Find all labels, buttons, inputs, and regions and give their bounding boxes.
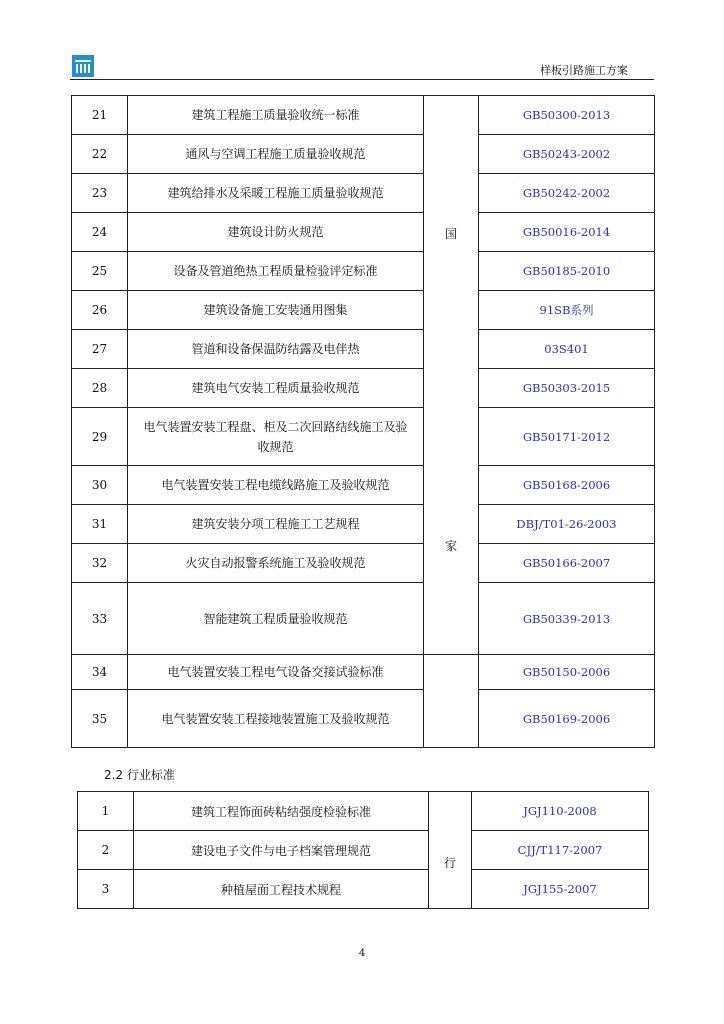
standard-code: GB50150-2006 (479, 655, 655, 690)
section-heading: 2.2 行业标准 (104, 768, 175, 782)
standard-name: 建筑工程饰面砖粘结强度检验标准 (134, 792, 429, 831)
standard-code: 03S401 (479, 330, 655, 369)
standard-code: DBJ/T01-26-2003 (479, 505, 655, 544)
document-header-title: 样板引路施工方案 (540, 64, 628, 77)
standard-code: GB50300-2013 (479, 96, 655, 135)
standard-name: 建筑工程施工质量验收统一标准 (128, 96, 424, 135)
industry-standards-table (77, 791, 649, 909)
standard-name: 智能建筑工程质量验收规范 (128, 583, 424, 655)
standard-name: 电气装置安装工程电缆线路施工及验收规范 (128, 466, 424, 505)
category-label-bottom: 家 (444, 539, 457, 553)
table-row (72, 96, 655, 135)
row-number: 32 (72, 544, 128, 583)
standard-name: 建筑安装分项工程施工工艺规程 (128, 505, 424, 544)
standard-name: 建设电子文件与电子档案管理规范 (134, 831, 429, 870)
category-cell-industry (429, 792, 472, 909)
standard-name: 建筑电气安装工程质量验收规范 (128, 369, 424, 408)
standard-code: CJJ/T117-2007 (472, 831, 649, 870)
row-number: 29 (72, 408, 128, 466)
standard-code: GB50339-2013 (479, 583, 655, 655)
standard-name: 建筑给排水及采暖工程施工质量验收规范 (128, 174, 424, 213)
row-number: 34 (72, 655, 128, 690)
standard-name: 电气装置安装工程接地装置施工及验收规范 (128, 690, 424, 748)
standard-code: JGJ155-2007 (472, 870, 649, 909)
category-cell-blank (424, 655, 479, 748)
table-row (72, 174, 655, 213)
row-number: 1 (78, 792, 134, 831)
standard-code: GB50303-2015 (479, 369, 655, 408)
standard-code: GB50168-2006 (479, 466, 655, 505)
row-number: 27 (72, 330, 128, 369)
standard-name: 种植屋面工程技术规程 (134, 870, 429, 909)
row-number: 33 (72, 583, 128, 655)
header-divider (70, 79, 654, 80)
table-row (72, 408, 655, 466)
row-number: 21 (72, 96, 128, 135)
row-number: 30 (72, 466, 128, 505)
standard-name: 通风与空调工程施工质量验收规范 (128, 135, 424, 174)
row-number: 31 (72, 505, 128, 544)
page-number: 4 (358, 948, 366, 959)
table-row (72, 213, 655, 252)
table-row (72, 505, 655, 544)
table-row (72, 369, 655, 408)
standard-code: GB50242-2002 (479, 174, 655, 213)
standard-name: 设备及管道绝热工程质量检验评定标准 (128, 252, 424, 291)
table-row (78, 792, 649, 831)
table-row (72, 330, 655, 369)
company-logo-icon (72, 55, 94, 77)
table-row (78, 831, 649, 870)
row-number: 24 (72, 213, 128, 252)
row-number: 28 (72, 369, 128, 408)
table-row (72, 135, 655, 174)
standard-name: 电气装置安装工程盘、柜及二次回路结线施工及验收规范 (128, 408, 424, 466)
category-label: 行 (443, 855, 456, 870)
table-row (72, 690, 655, 748)
row-number: 25 (72, 252, 128, 291)
category-cell-national (424, 96, 479, 655)
national-standards-table (71, 95, 655, 748)
standard-name: 建筑设备施工安装通用图集 (128, 291, 424, 330)
standard-name: 火灾自动报警系统施工及验收规范 (128, 544, 424, 583)
standard-code: 91SB系列 (479, 291, 655, 330)
table-row (72, 544, 655, 583)
standard-code: GB50016-2014 (479, 213, 655, 252)
table-row (72, 291, 655, 330)
table-row (72, 583, 655, 655)
row-number: 22 (72, 135, 128, 174)
row-number: 3 (78, 870, 134, 909)
standard-code: GB50166-2007 (479, 544, 655, 583)
standard-code: GB50171-2012 (479, 408, 655, 466)
table-row (72, 466, 655, 505)
standard-name: 管道和设备保温防结露及电伴热 (128, 330, 424, 369)
standard-name: 电气装置安装工程电气设备交接试验标准 (128, 655, 424, 690)
row-number: 2 (78, 831, 134, 870)
standard-code: JGJ110-2008 (472, 792, 649, 831)
row-number: 35 (72, 690, 128, 748)
standard-code: GB50169-2006 (479, 690, 655, 748)
category-label-top: 国 (444, 227, 457, 241)
table-row (78, 870, 649, 909)
table-row (72, 252, 655, 291)
standard-code: GB50185-2010 (479, 252, 655, 291)
standard-code: GB50243-2002 (479, 135, 655, 174)
standard-name: 建筑设计防火规范 (128, 213, 424, 252)
row-number: 23 (72, 174, 128, 213)
table-row (72, 655, 655, 690)
row-number: 26 (72, 291, 128, 330)
